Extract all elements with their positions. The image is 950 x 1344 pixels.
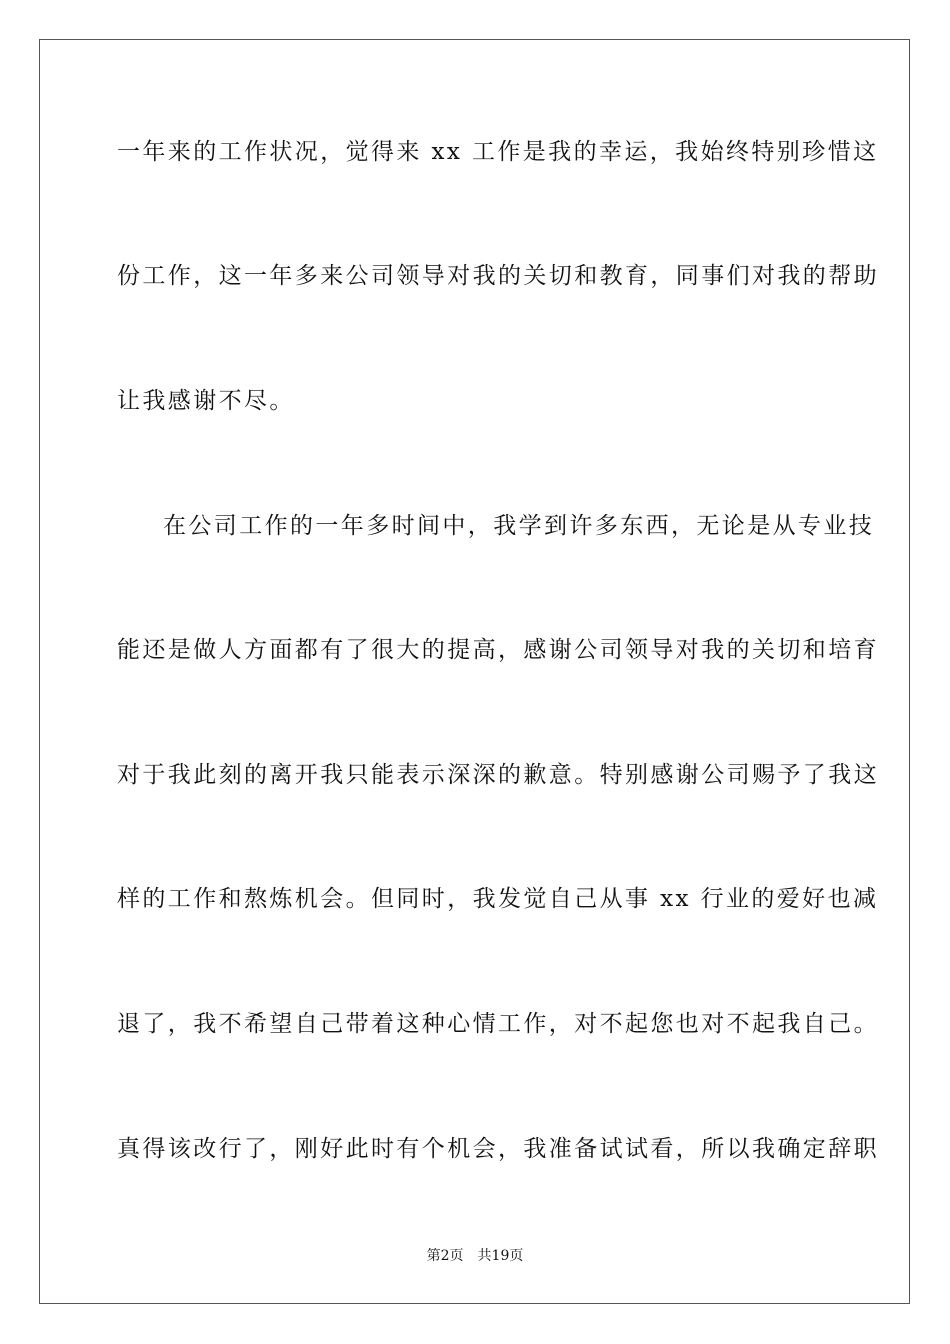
text-line: 退了，我不希望自己带着这种心情工作，对不起您也对不起我自己。 xyxy=(117,1011,879,1037)
text-line: 对于我此刻的离开我只能表示深深的歉意。特别感谢公司赐予了我这 xyxy=(117,762,879,788)
text-line: 样的工作和熬炼机会。但同时，我发觉自己从事 xx 行业的爱好也减 xyxy=(117,886,879,912)
text-line: 在公司工作的一年多时间中，我学到许多东西，无论是从专业技 xyxy=(163,513,875,539)
page-border xyxy=(39,39,910,1304)
page-number: 第2页 xyxy=(426,1248,464,1264)
text-line: 一年来的工作状况，觉得来 xx 工作是我的幸运，我始终特别珍惜这 xyxy=(117,139,879,165)
text-line: 份工作，这一年多来公司领导对我的关切和教育，同事们对我的帮助 xyxy=(117,263,879,289)
text-line: 真得该改行了，刚好此时有个机会，我准备试试看，所以我确定辞职 xyxy=(117,1136,879,1162)
text-line: 让我感谢不尽。 xyxy=(117,388,295,414)
page-footer xyxy=(0,1247,950,1265)
total-pages: 共19页 xyxy=(477,1248,524,1264)
text-line: 能还是做人方面都有了很大的提高，感谢公司领导对我的关切和培育 xyxy=(117,637,879,663)
